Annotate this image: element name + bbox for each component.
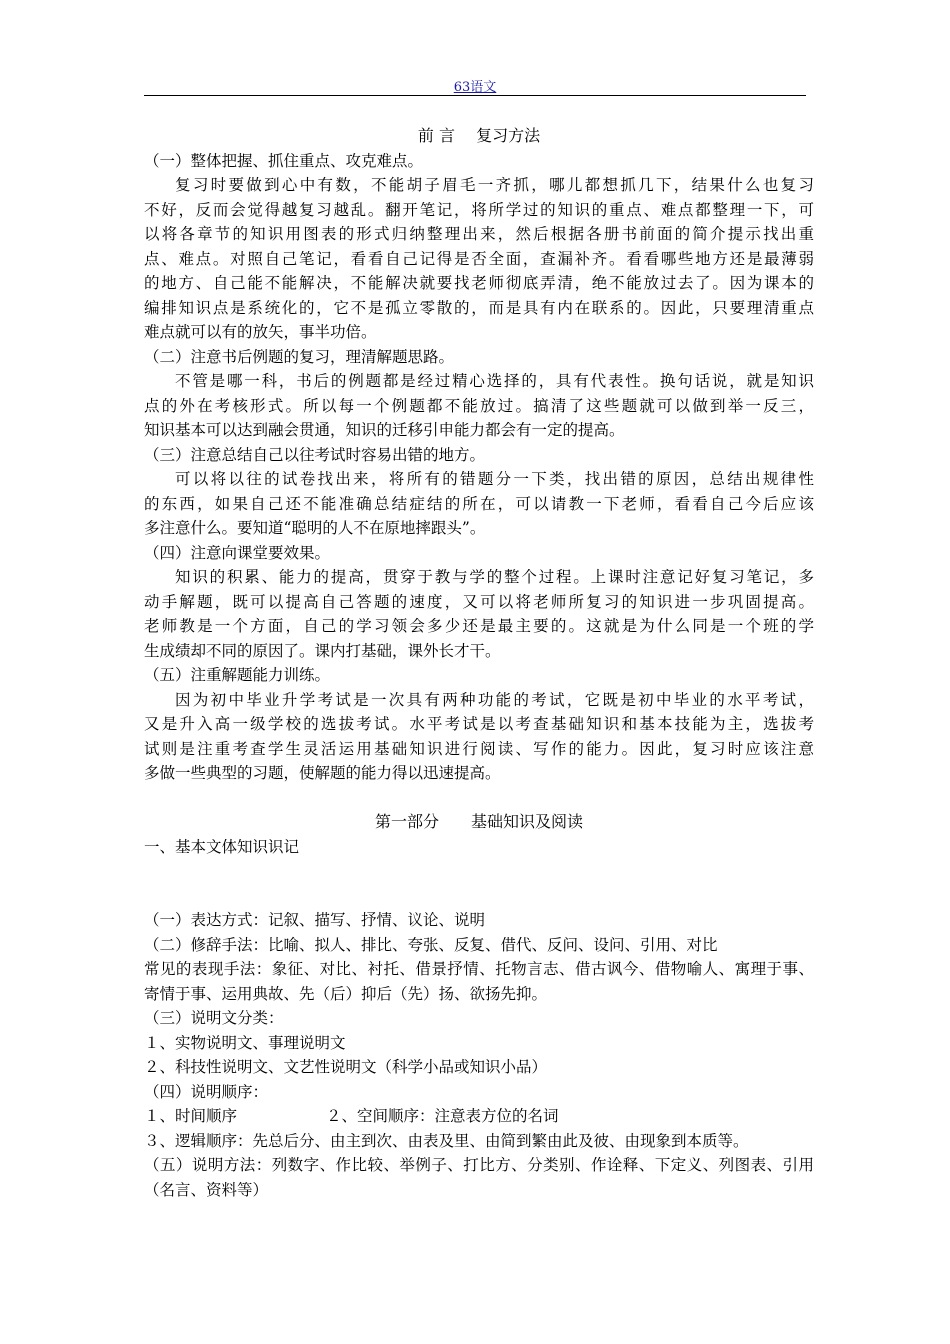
paragraph-line: 多做一些典型的习题，使解题的能力得以迅速提高。 (144, 764, 501, 782)
list-item: （一）表达方式：记叙、描写、抒情、议论、说明 (144, 911, 486, 929)
section-heading: （二）注意书后例题的复习，理清解题思路。 (144, 347, 455, 366)
section-heading: （四）注意向课堂要效果。 (144, 543, 331, 562)
list-item: 常见的表现手法：象征、对比、衬托、借景抒情、托物言志、借古讽今、借物喻人、寓理于事、 (144, 960, 814, 978)
section-heading: （三）注意总结自己以往考试时容易出错的地方。 (144, 445, 486, 464)
paragraph-line: 以将各章节的知识用图表的形式归纳整理出来，然后根据各册书前面的简介提示找出重 (144, 225, 814, 243)
paragraph-line: 动手解题，既可以提高自己答题的速度，又可以将老师所复习的知识进一步巩固提高。 (144, 592, 814, 611)
order-space: ２、空间顺序：注意表方位的名词 (326, 1107, 559, 1125)
paragraph-line: 难点就可以有的放矢，事半功倍。 (144, 323, 377, 341)
part-one-subtitle: 一、基本文体知识识记 (144, 837, 300, 856)
part-one-title: 第一部分 基础知识及阅读 (374, 812, 583, 831)
spacer (144, 786, 814, 811)
list-item: （二）修辞手法：比喻、拟人、排比、夸张、反复、借代、反问、设问、引用、对比 (144, 935, 718, 954)
spacer (144, 859, 814, 908)
paragraph-line: 不好，反而会觉得越复习越乱。翻开笔记，将所学过的知识的重点、难点都整理一下，可 (144, 200, 814, 219)
paragraph-line: 的地方、自己能不能解决，不能解决就要找老师彻底弄清，绝不能放过去了。因为课本的 (144, 274, 814, 292)
paragraph-line: 多注意什么。要知道“聪明的人不在原地摔跟头”。 (144, 519, 486, 537)
paragraph-line: 点、难点。对照自己笔记，看看自己记得是否全面，查漏补齐。看看哪些地方还是最薄弱 (144, 249, 814, 268)
document-body (144, 124, 814, 1202)
list-item: ３、逻辑顺序：先总后分、由主到次、由表及里、由简到繁由此及彼、由现象到本质等。 (144, 1131, 749, 1150)
paragraph-line: 可以将以往的试卷找出来，将所有的错题分一下类，找出错的原因，总结出规律性 (175, 470, 814, 488)
paragraph-line: 不管是哪一科，书后的例题都是经过精心选择的，具有代表性。换句话说，就是知识 (175, 372, 814, 390)
list-item-order (144, 1104, 814, 1129)
list-item: （五）说明方法：列数字、作比较、举例子、打比方、分类别、作诠释、下定义、列图表、引用 (144, 1156, 814, 1174)
header-link[interactable]: 63语文 (453, 80, 497, 95)
paragraph-line: 编排知识点是系统化的，它不是孤立零散的，而是具有内在联系的。因此，只要理清重点 (144, 298, 814, 317)
header-rule (144, 95, 806, 96)
paragraph-line: 老师教是一个方面，自己的学习领会多少还是最主要的。这就是为什么同是一个班的学 (144, 617, 814, 635)
preface-title: 前 言 复习方法 (417, 126, 541, 145)
list-item: （四）说明顺序： (144, 1082, 269, 1101)
paragraph-line: 的东西，如果自己还不能准确总结症结的所在，可以请教一下老师，看看自己今后应该 (144, 494, 814, 513)
paragraph-line: 试则是注重考查学生灵活运用基础知识进行阅读、写作的能力。因此，复习时应该注意 (144, 739, 814, 758)
paragraph-line: 点的外在考核形式。所以每一个例题都不能放过。搞清了这些题就可以做到举一反三， (144, 396, 814, 415)
section-heading: （一）整体把握、抓住重点、攻克难点。 (144, 151, 424, 170)
paragraph-line: 知识基本可以达到融会贯通，知识的迁移引申能力都会有一定的提高。 (144, 421, 625, 439)
paragraph-line: 知识的积累、能力的提高，贯穿于教与学的整个过程。上课时注意记好复习笔记，多 (175, 568, 814, 586)
list-item: ２、科技性说明文、文艺性说明文（科学小品或知识小品） (144, 1058, 548, 1076)
list-item: （三）说明文分类： (144, 1009, 284, 1027)
list-item: １、实物说明文、事理说明文 (144, 1033, 346, 1052)
order-time: １、时间顺序 (144, 1107, 238, 1125)
section-heading: （五）注重解题能力训练。 (144, 666, 331, 684)
paragraph-line: 复习时要做到心中有数，不能胡子眉毛一齐抓，哪儿都想抓几下，结果什么也复习 (175, 176, 814, 194)
list-item: （名言、资料等） (144, 1180, 269, 1199)
paragraph-line: 生成绩却不同的原因了。课内打基础，课外长才干。 (144, 641, 501, 660)
paragraph-line: 又是升入高一级学校的选拔考试。水平考试是以考查基础知识和基本技能为主，选拔考 (144, 715, 814, 733)
paragraph-line: 因为初中毕业升学考试是一次具有两种功能的考试，它既是初中毕业的水平考试， (175, 690, 814, 709)
list-item: 寄情于事、运用典故、先（后）抑后（先）扬、欲扬先抑。 (144, 984, 548, 1003)
